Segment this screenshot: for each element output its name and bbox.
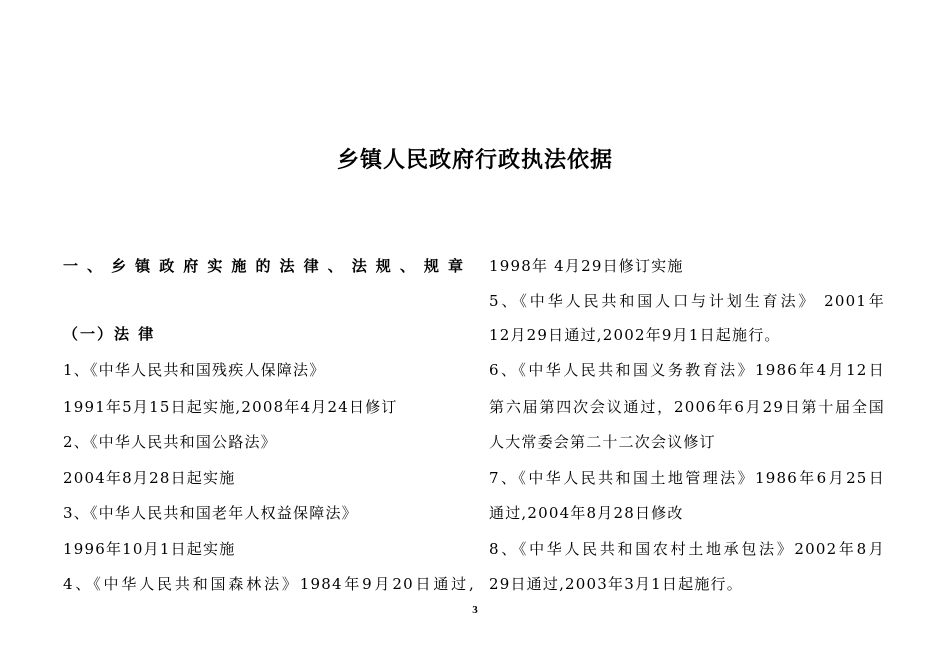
right-line-2: 5、《中华人民共和国人口与计划生育法》 2001年	[489, 292, 885, 310]
left-line-4: 2004年8月28日起实施	[63, 469, 236, 487]
right-line-1: 1998年 4月29日修订实施	[489, 257, 684, 275]
page-number: 3	[472, 604, 478, 616]
left-line-5: 3、《中华人民共和国老年人权益保障法》	[63, 504, 358, 522]
subsection-heading: （一）法 律	[63, 325, 156, 343]
left-line-7: 4、《中华人民共和国森林法》1984年9月20日通过,	[63, 575, 475, 593]
right-line-6: 人大常委会第二十二次会议修订	[489, 433, 716, 451]
right-line-5: 第六届第四次会议通过，2006年6月29日第十届全国	[489, 398, 885, 416]
section-heading: 一、乡镇政府实施的法律、法规、规章	[63, 257, 463, 275]
document-title: 乡镇人民政府行政执法依据	[336, 148, 613, 173]
right-line-8: 通过,2004年8月28日修改	[489, 504, 684, 522]
right-line-4: 6、《中华人民共和国义务教育法》1986年4月12日	[489, 361, 885, 379]
left-line-6: 1996年10月1日起实施	[63, 540, 236, 558]
right-line-10: 29日通过,2003年3月1日起施行。	[489, 575, 743, 593]
right-line-7: 7、《中华人民共和国土地管理法》1986年6月25日	[489, 469, 885, 487]
left-line-2: 1991年5月15日起实施,2008年4月24日修订	[63, 398, 398, 416]
left-line-3: 2、《中华人民共和国公路法》	[63, 433, 277, 451]
right-line-3: 12月29日通过,2002年9月1日起施行。	[489, 326, 781, 344]
right-line-9: 8、《中华人民共和国农村土地承包法》2002年8月	[489, 540, 885, 558]
left-line-1: 1、《中华人民共和国残疾人保障法》	[63, 361, 326, 379]
